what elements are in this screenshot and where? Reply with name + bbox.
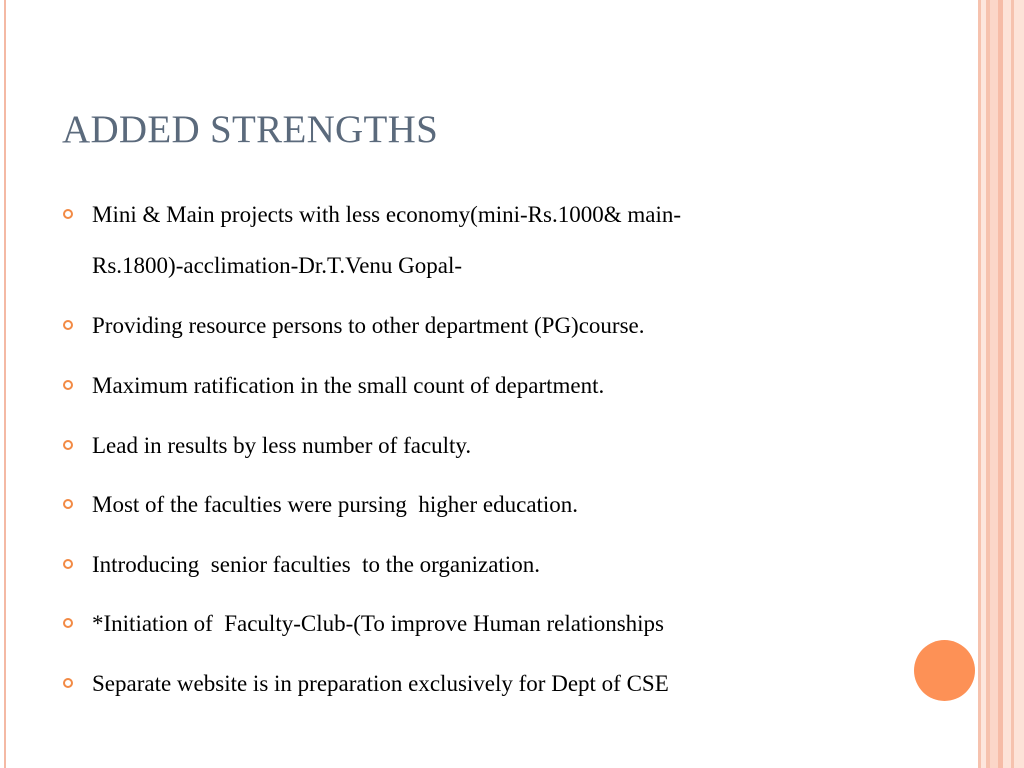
left-border-line (4, 0, 6, 768)
bullet-text: Separate website is in preparation exclusively for Dept of CSE (92, 671, 669, 696)
bullet-text: *Initiation of Faculty-Club-(To improve Human relationships (92, 611, 665, 636)
right-stripe (1011, 0, 1014, 768)
bullet-item (92, 539, 852, 590)
bullet-icon (63, 678, 73, 688)
bullet-icon (63, 559, 73, 569)
bullet-icon (63, 618, 73, 628)
bullet-text-continued: Rs.1800)-acclimation-Dr.T.Venu Gopal- (92, 253, 463, 278)
decorative-circle (914, 640, 975, 701)
slide-title: ADDED STRENGTHS (62, 108, 439, 151)
bullet-item (92, 479, 852, 530)
bullet-item (92, 360, 852, 411)
bullet-item (92, 189, 852, 291)
bullet-text: Mini & Main projects with less economy(mini-Rs.1000& main- (92, 202, 681, 227)
bullet-text: Maximum ratification in the small count of department. (92, 373, 605, 398)
bullet-text: Most of the faculties were pursing higher education. (92, 492, 579, 517)
bullet-icon (63, 320, 73, 330)
bullet-item (92, 658, 852, 709)
bullet-item (92, 598, 852, 649)
right-stripe (990, 0, 998, 768)
bullet-text: Lead in results by less number of faculty. (92, 433, 472, 458)
bullet-text: Introducing senior faculties to the organization. (92, 552, 540, 577)
bullet-item (92, 420, 852, 471)
bullet-text: Providing resource persons to other department (PG)course. (92, 313, 645, 338)
bullet-icon (63, 499, 73, 509)
bullet-icon (63, 440, 73, 450)
bullet-icon (63, 380, 73, 390)
bullet-icon (63, 209, 73, 219)
bullet-item (92, 300, 852, 351)
